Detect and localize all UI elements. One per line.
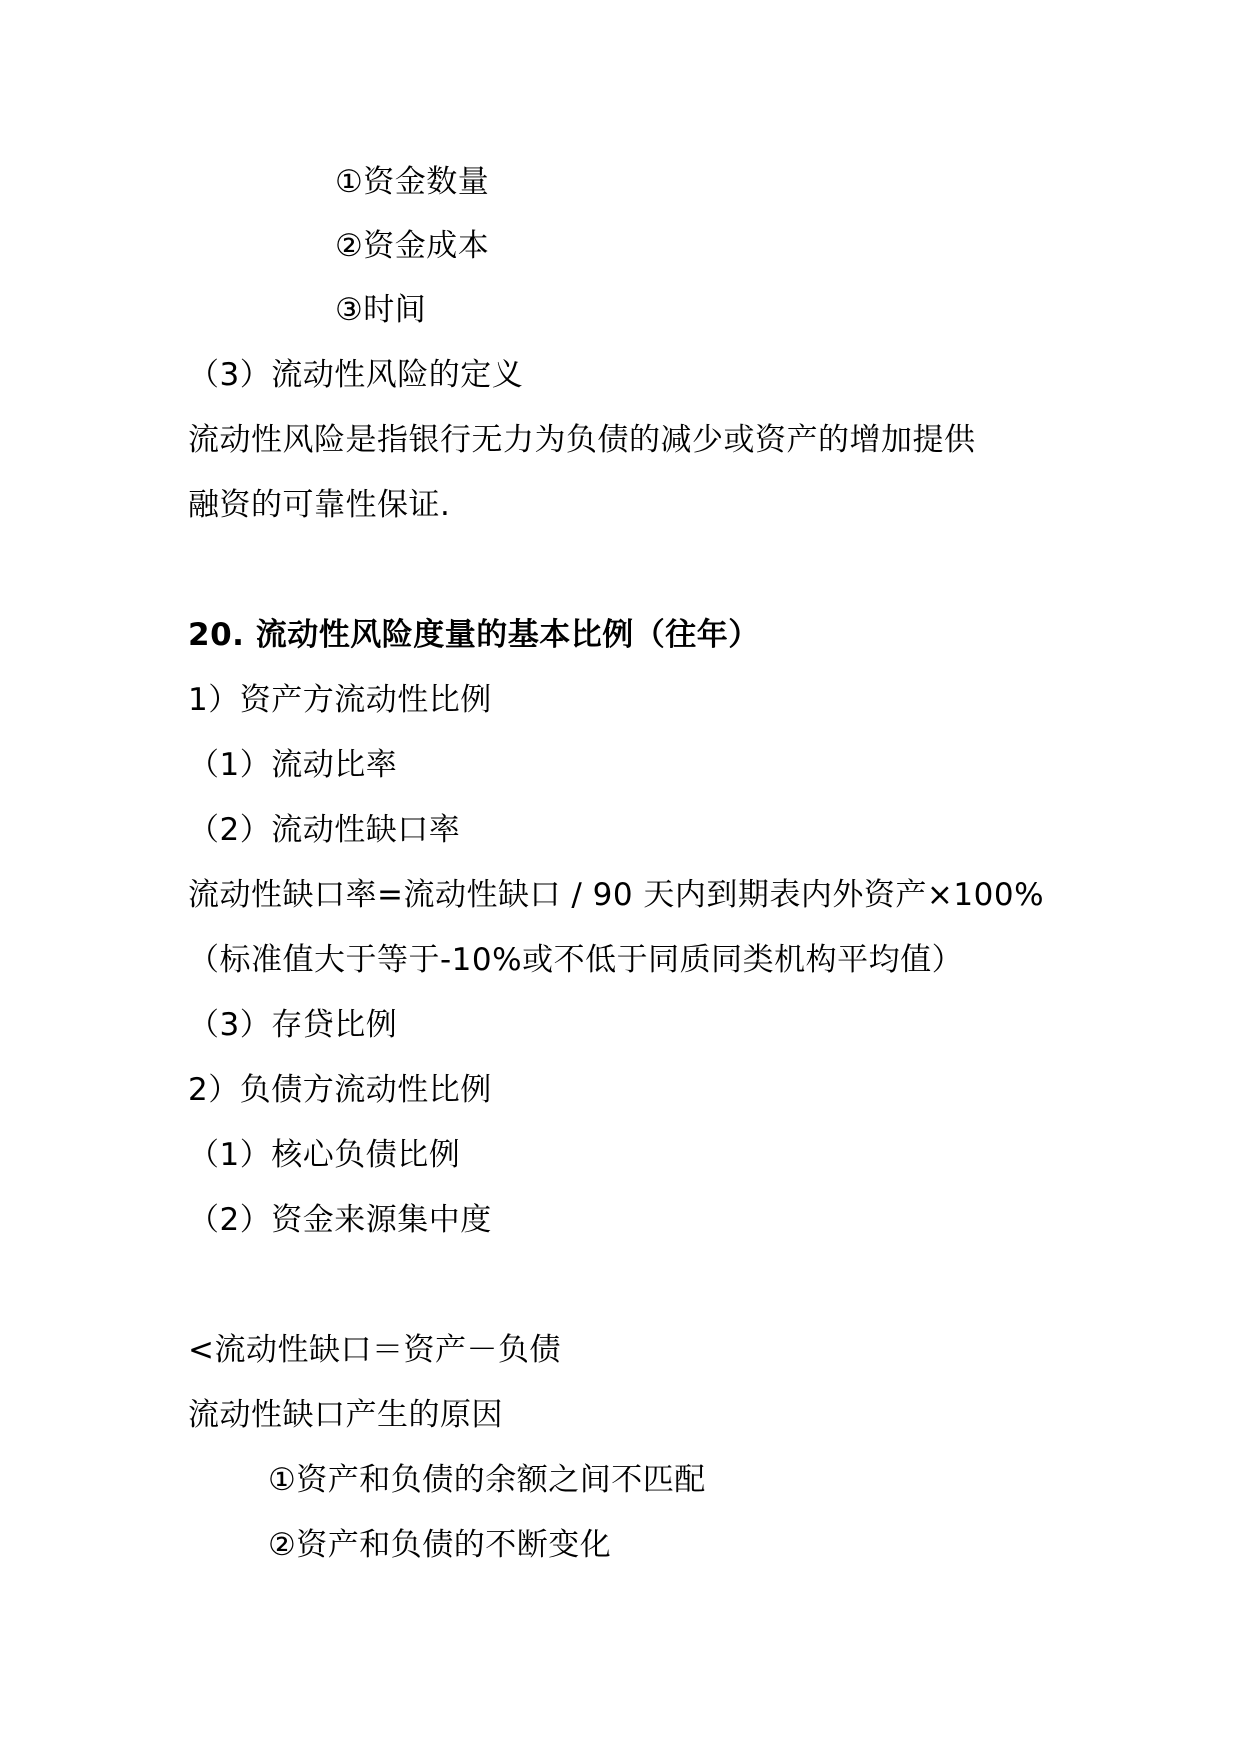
subheading-gap-causes: 流动性缺口产生的原因 [188,1397,503,1433]
formula-liquidity-gap: <流动性缺口＝资产－负债 [188,1332,561,1368]
list-item-core-liability-ratio: （1）核心负债比例 [188,1137,461,1173]
formula-liquidity-gap-ratio: 流动性缺口率=流动性缺口 / 90 天内到期表内外资产×100% [188,877,1045,913]
list-item-loan-deposit-ratio: （3）存贷比例 [188,1007,398,1043]
list-item-continuous-change: ②资产和负债的不断变化 [268,1527,612,1563]
list-item-fund-quantity: ①资金数量 [335,164,490,200]
subheading-liability-liquidity: 2）负债方流动性比例 [188,1072,492,1108]
list-item-current-ratio: （1）流动比率 [188,747,398,783]
paragraph-line: 流动性风险是指银行无力为负债的减少或资产的增加提供 [188,422,976,458]
section-heading-liquidity-risk-definition: （3）流动性风险的定义 [188,357,524,393]
subheading-asset-liquidity: 1）资产方流动性比例 [188,682,492,718]
note-standard-value: （标准值大于等于-10%或不低于同质同类机构平均值） [188,942,964,978]
section-heading-basic-ratios: 20. 流动性风险度量的基本比例（往年） [188,617,760,653]
paragraph-line: 融资的可靠性保证. [188,487,451,523]
list-item-mismatch: ①资产和负债的余额之间不匹配 [268,1462,706,1498]
list-item-fund-cost: ②资金成本 [335,228,490,264]
list-item-time: ③时间 [335,292,427,328]
list-item-liquidity-gap-ratio: （2）流动性缺口率 [188,812,461,848]
list-item-funding-concentration: （2）资金来源集中度 [188,1202,492,1238]
